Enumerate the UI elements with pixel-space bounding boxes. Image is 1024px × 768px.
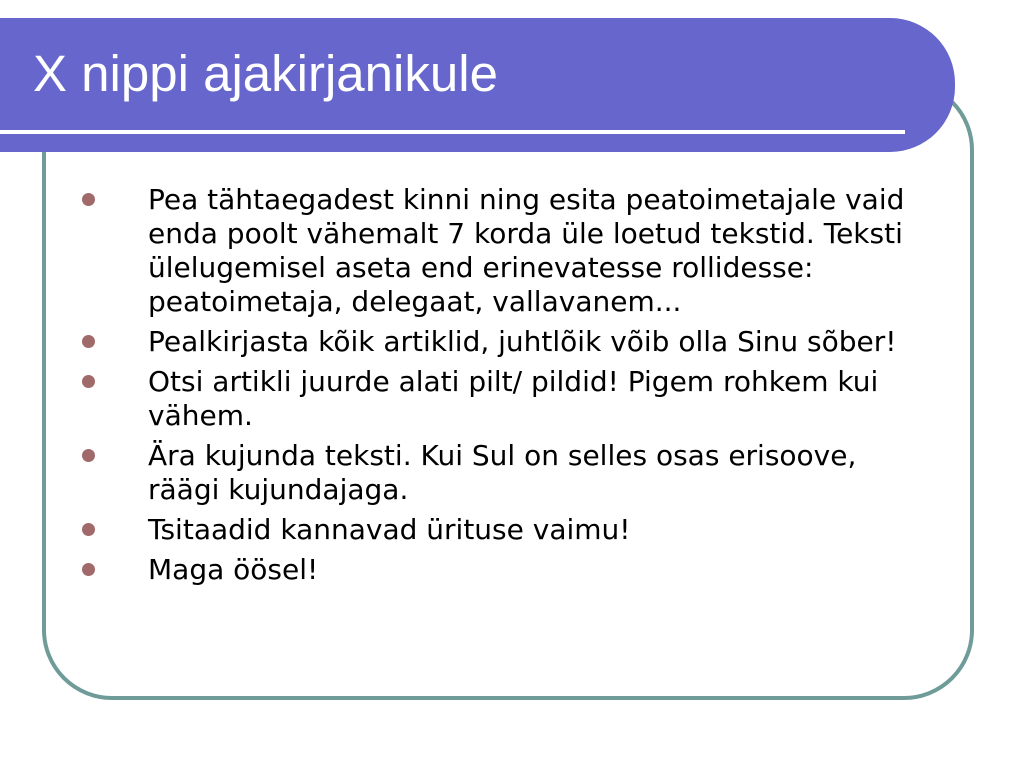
slide-title: X nippi ajakirjanikule [33, 45, 498, 102]
bullet-dot-icon [82, 375, 95, 388]
bullet-text: Ära kujunda teksti. Kui Sul on selles osas erisoove, räägi kujundajaga. [148, 439, 857, 506]
bullet-text: Pea tähtaegadest kinni ning esita peatoimetajale vaid enda poolt vähemalt 7 korda üle loetud tekstid. Teksti ülelugemisel aseta end erinevatesse rollidesse: peatoimetaja, delegaat, vallavanem... [148, 183, 905, 318]
title-divider [0, 130, 905, 134]
bullet-item [80, 439, 910, 507]
bullet-dot-icon [82, 523, 95, 536]
bullet-text: Otsi artikli juurde alati pilt/ pildid! Pigem rohkem kui vähem. [148, 365, 879, 432]
bullet-item [80, 365, 910, 433]
bullet-list [80, 183, 910, 593]
bullet-text: Maga öösel! [148, 553, 319, 586]
bullet-dot-icon [82, 193, 95, 206]
bullet-text: Pealkirjasta kõik artiklid, juhtlõik võib olla Sinu sõber! [148, 325, 897, 358]
bullet-dot-icon [82, 449, 95, 462]
bullet-text: Tsitaadid kannavad ürituse vaimu! [148, 513, 631, 546]
bullet-dot-icon [82, 335, 95, 348]
bullet-item [80, 325, 910, 359]
bullet-item [80, 513, 910, 547]
bullet-item [80, 553, 910, 587]
bullet-dot-icon [82, 563, 95, 576]
bullet-item [80, 183, 910, 319]
